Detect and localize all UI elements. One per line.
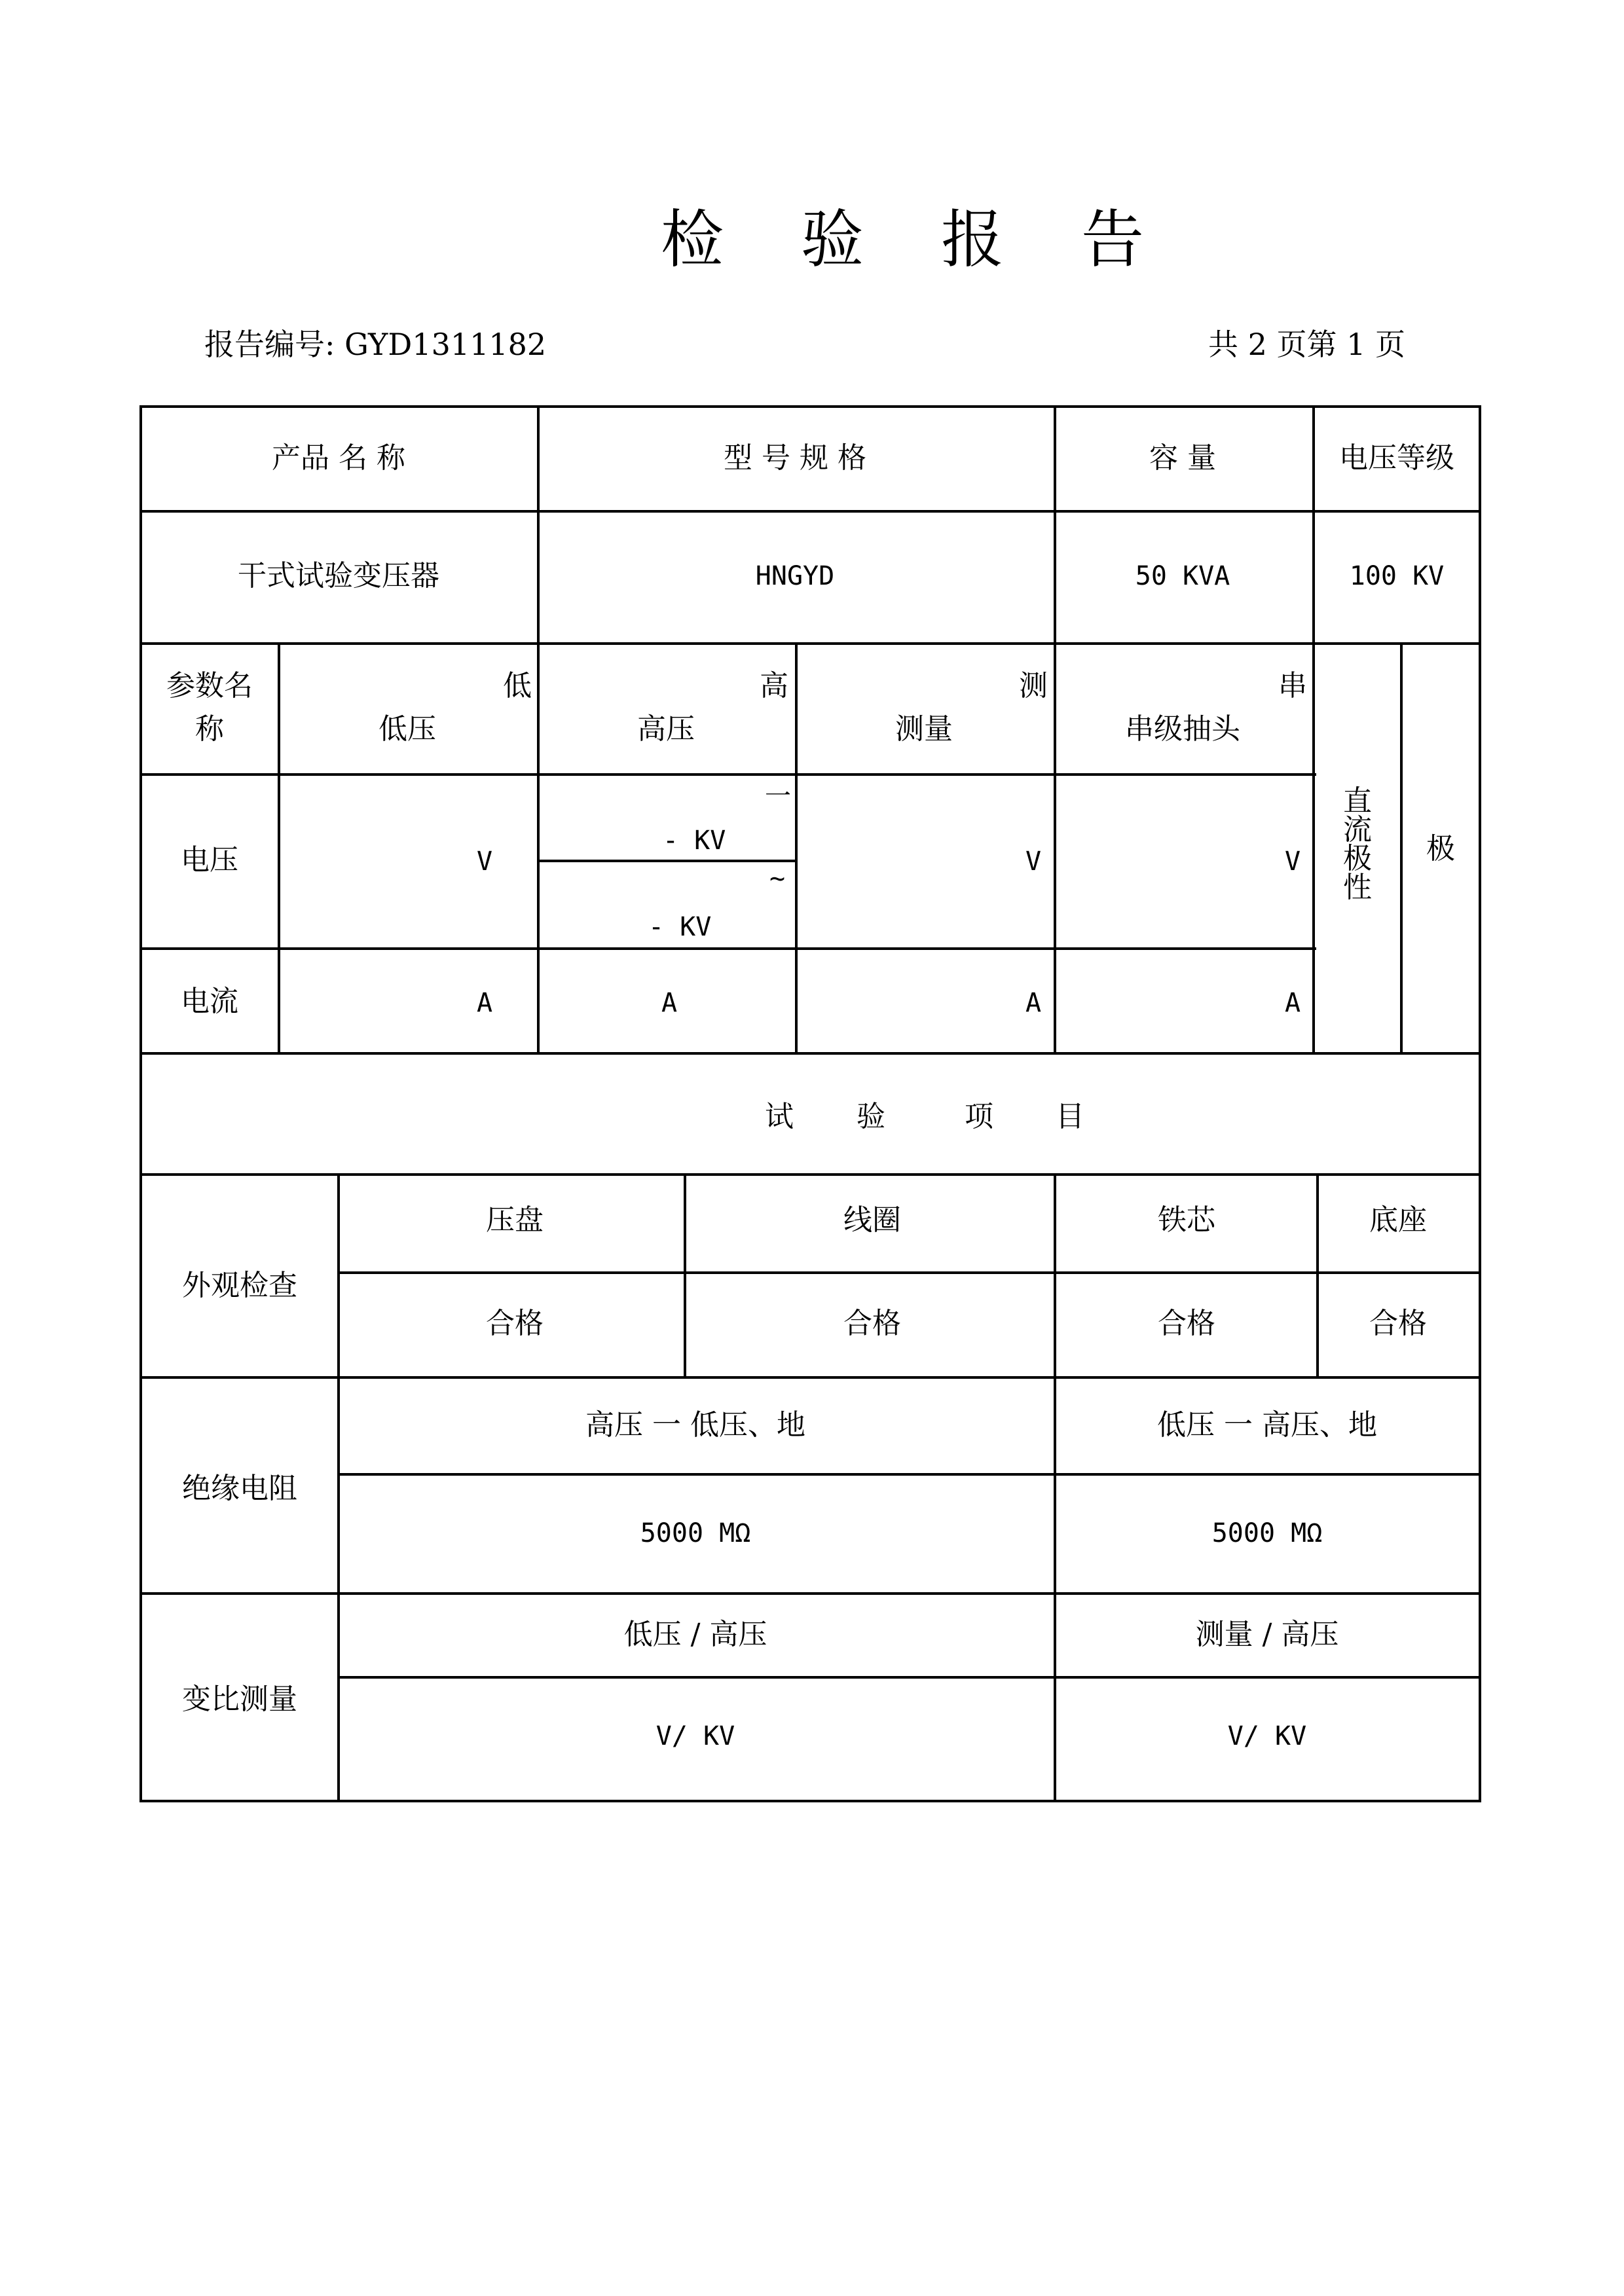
table-divider [139,642,1481,645]
header-capacity: 容 量 [1149,441,1216,475]
insulation-value: 5000 MΩ [640,1518,751,1548]
insulation-item: 低压 一 高压、地 [1157,1408,1377,1442]
param-high-top: 高 [760,669,788,702]
title-char: 报 [941,203,1004,276]
table-divider [337,1473,1481,1476]
table-divider [337,1271,1481,1274]
test-items-char: 验 [857,1100,885,1133]
voltage-high-dash: 一 [765,781,791,811]
title-char: 告 [1081,203,1144,276]
insulation-label: 绝缘电阻 [182,1472,297,1505]
voltage-measure-unit: V [1025,847,1042,877]
table-divider [139,1052,1481,1055]
table-divider [684,1173,686,1377]
table-divider [337,1173,340,1802]
table-border [139,405,142,1802]
value-voltage-level: 100 KV [1349,561,1445,591]
current-series-unit: A [1285,988,1301,1018]
current-high-unit: A [661,988,678,1018]
report-number: 报告编号: GYD1311182 [204,327,547,362]
table-divider [1312,405,1315,1053]
voltage-high-range-2: - KV [648,912,712,942]
table-divider [139,1592,1481,1595]
title-char: 验 [801,203,864,276]
current-low-unit: A [477,988,493,1018]
ratio-item: 测量 / 高压 [1195,1618,1339,1651]
header-voltage-level: 电压等级 [1339,441,1454,475]
header-product-name: 产品 名 称 [272,441,405,475]
value-product-name: 干式试验变压器 [238,559,439,592]
table-divider [139,1173,1481,1176]
appearance-result: 合格 [486,1307,544,1340]
appearance-item: 底座 [1369,1203,1427,1237]
ratio-item: 低压 / 高压 [623,1618,767,1651]
param-low-label: 低压 [378,712,436,746]
table-border [139,1800,1481,1802]
title-char: 检 [661,203,724,276]
table-divider [139,510,1481,513]
ratio-value: V/ KV [655,1721,735,1751]
header-model: 型 号 规 格 [724,441,866,475]
insulation-item: 高压 一 低压、地 [585,1408,805,1442]
page-info: 共 2 页第 1 页 [1208,327,1406,362]
appearance-label: 外观检查 [182,1269,297,1302]
test-items-char: 目 [1056,1100,1084,1133]
polarity-label: 极 [1426,832,1455,866]
voltage-high-range-1: - KV [663,826,726,856]
appearance-item: 铁芯 [1158,1203,1215,1237]
table-divider [1054,1173,1056,1802]
appearance-item: 线圈 [843,1203,901,1237]
dc-polarity-label: 直流极性 [1343,784,1372,904]
appearance-result: 合格 [1158,1307,1215,1340]
table-divider [139,1376,1481,1379]
voltage-label: 电压 [181,843,238,877]
table-border [139,405,1481,408]
table-divider [1054,405,1056,1053]
test-items-char: 项 [965,1100,993,1133]
appearance-result: 合格 [843,1307,901,1340]
appearance-item: 压盘 [486,1203,544,1237]
voltage-series-unit: V [1285,847,1301,877]
table-divider [278,642,280,1053]
param-series-label: 串级抽头 [1125,712,1240,746]
table-divider [1316,1173,1319,1377]
table-divider [537,860,796,862]
voltage-low-unit: V [477,847,493,877]
table-border [1479,405,1481,1802]
test-items-char: 试 [765,1100,794,1133]
ratio-label: 变比测量 [182,1683,297,1716]
value-model: HNGYD [755,561,835,591]
table-divider [139,773,1316,776]
voltage-high-tilde: ~ [769,864,786,894]
current-label: 电流 [181,985,238,1018]
table-divider [337,1676,1481,1679]
appearance-result: 合格 [1369,1307,1427,1340]
param-low-top: 低 [503,669,532,702]
param-measure-label: 测量 [895,712,953,746]
param-measure-top: 测 [1019,669,1048,702]
ratio-value: V/ KV [1227,1721,1307,1751]
param-series-top: 串 [1278,669,1307,702]
value-capacity: 50 KVA [1135,561,1230,591]
table-divider [537,405,540,1053]
insulation-value: 5000 MΩ [1211,1518,1323,1548]
table-divider [795,642,798,1053]
param-high-label: 高压 [637,712,695,746]
table-divider [1400,642,1403,1053]
table-divider [139,947,1316,950]
params-label-line1: 参数名 [166,669,253,702]
params-label-line2: 称 [195,712,224,746]
current-measure-unit: A [1025,988,1042,1018]
